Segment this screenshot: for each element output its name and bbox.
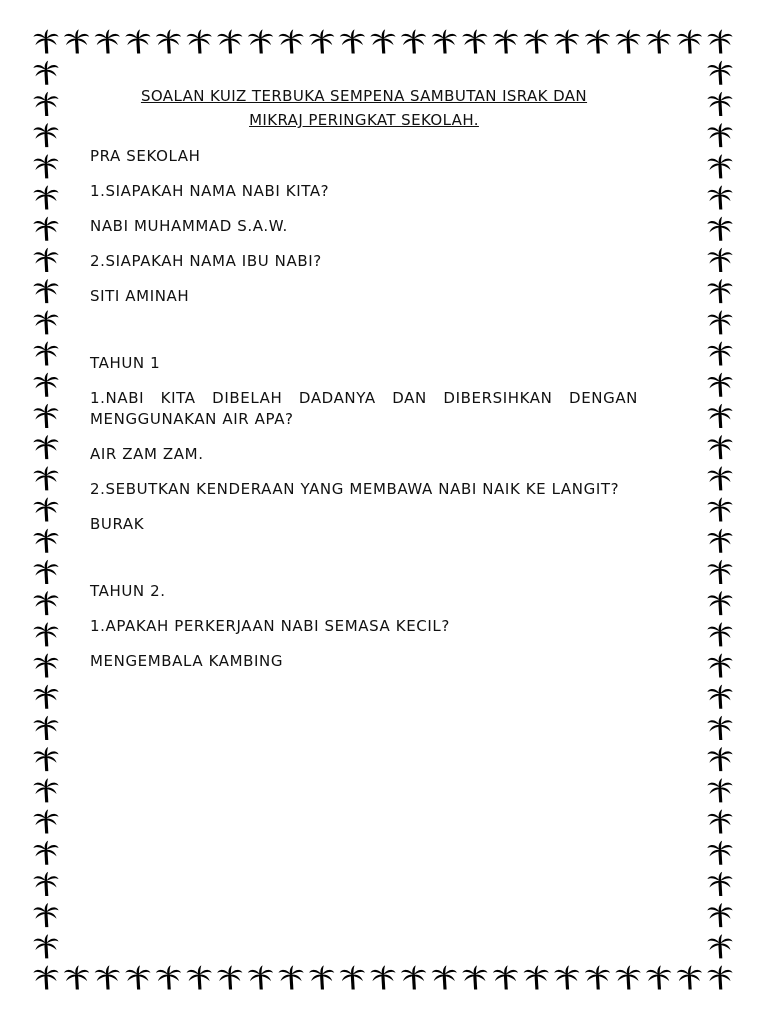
- palm-tree-icon: [493, 965, 518, 989]
- section-spacer: [90, 549, 638, 581]
- palm-tree-icon: [33, 310, 58, 334]
- answer-text: BURAK: [90, 515, 145, 533]
- palm-tree-icon: [125, 29, 150, 53]
- palm-tree-icon: [554, 965, 579, 989]
- palm-tree-icon: [707, 841, 732, 865]
- palm-tree-icon: [707, 123, 732, 147]
- palm-tree-icon: [33, 61, 58, 85]
- palm-tree-icon: [33, 435, 58, 459]
- palm-tree-icon: [462, 965, 487, 989]
- palm-tree-icon: [33, 934, 58, 958]
- palm-tree-icon: [33, 341, 58, 365]
- section-tahun-2: [90, 581, 638, 672]
- palm-tree-icon: [707, 248, 732, 272]
- palm-tree-icon: [33, 29, 58, 53]
- answer-text: NABI MUHAMMAD S.A.W.: [90, 217, 288, 235]
- palm-tree-icon: [279, 29, 304, 53]
- palm-tree-icon: [217, 29, 242, 53]
- palm-tree-icon: [248, 965, 273, 989]
- palm-tree-icon: [707, 653, 732, 677]
- palm-tree-icon: [462, 29, 487, 53]
- palm-tree-icon: [33, 622, 58, 646]
- palm-tree-icon: [95, 965, 120, 989]
- palm-tree-icon: [707, 217, 732, 241]
- palm-tree-icon: [524, 965, 549, 989]
- palm-tree-icon: [707, 747, 732, 771]
- palm-tree-icon: [33, 591, 58, 615]
- palm-tree-icon: [156, 29, 181, 53]
- question-text: 1.SIAPAKAH NAMA NABI KITA?: [90, 182, 330, 200]
- palm-tree-icon: [707, 466, 732, 490]
- document-title-line-2: MIKRAJ PERINGKAT SEKOLAH.: [249, 111, 479, 129]
- palm-tree-icon: [370, 29, 395, 53]
- palm-tree-icon: [33, 560, 58, 584]
- document-title: [90, 84, 638, 132]
- palm-tree-icon: [707, 279, 732, 303]
- palm-tree-icon: [33, 92, 58, 116]
- palm-tree-icon: [340, 965, 365, 989]
- question-text: 2.SEBUTKAN KENDERAAN YANG MEMBAWA NABI NAIK KE LANGIT?: [90, 480, 620, 498]
- palm-tree-icon: [707, 934, 732, 958]
- palm-tree-icon: [707, 716, 732, 740]
- answer-text: SITI AMINAH: [90, 287, 190, 305]
- palm-tree-icon: [493, 29, 518, 53]
- palm-tree-icon: [707, 529, 732, 553]
- palm-tree-icon: [432, 965, 457, 989]
- palm-tree-icon: [677, 29, 702, 53]
- palm-tree-icon: [33, 685, 58, 709]
- palm-tree-icon: [707, 154, 732, 178]
- palm-tree-icon: [33, 778, 58, 802]
- palm-tree-icon: [707, 341, 732, 365]
- section-heading: TAHUN 1: [90, 354, 161, 372]
- palm-tree-icon: [707, 404, 732, 428]
- palm-tree-icon: [707, 591, 732, 615]
- section-heading: PRA SEKOLAH: [90, 147, 201, 165]
- palm-tree-icon: [707, 92, 732, 116]
- palm-tree-icon: [585, 29, 610, 53]
- palm-tree-icon: [707, 685, 732, 709]
- palm-tree-icon: [33, 529, 58, 553]
- palm-tree-icon: [707, 310, 732, 334]
- palm-tree-icon: [125, 965, 150, 989]
- question-text: 1.APAKAH PERKERJAAN NABI SEMASA KECIL?: [90, 617, 450, 635]
- palm-tree-icon: [585, 965, 610, 989]
- palm-tree-icon: [707, 29, 732, 53]
- palm-tree-icon: [616, 29, 641, 53]
- palm-tree-icon: [554, 29, 579, 53]
- quiz-document: [90, 84, 638, 686]
- palm-tree-icon: [33, 123, 58, 147]
- palm-tree-icon: [33, 965, 58, 989]
- palm-tree-icon: [217, 965, 242, 989]
- palm-tree-icon: [187, 965, 212, 989]
- palm-tree-icon: [646, 965, 671, 989]
- palm-tree-icon: [33, 248, 58, 272]
- palm-tree-icon: [248, 29, 273, 53]
- palm-tree-icon: [707, 622, 732, 646]
- palm-tree-icon: [401, 29, 426, 53]
- section-heading: TAHUN 2.: [90, 582, 166, 600]
- palm-tree-icon: [616, 965, 641, 989]
- palm-tree-icon: [707, 497, 732, 521]
- section-pra-sekolah: [90, 146, 638, 307]
- palm-tree-icon: [33, 903, 58, 927]
- palm-tree-icon: [646, 29, 671, 53]
- palm-tree-icon: [677, 965, 702, 989]
- answer-text: AIR ZAM ZAM.: [90, 445, 204, 463]
- palm-tree-icon: [33, 653, 58, 677]
- palm-tree-icon: [309, 29, 334, 53]
- palm-tree-icon: [707, 185, 732, 209]
- palm-tree-icon: [707, 373, 732, 397]
- section-spacer: [90, 321, 638, 353]
- palm-tree-icon: [340, 29, 365, 53]
- palm-tree-icon: [309, 965, 334, 989]
- document-title-line-1: SOALAN KUIZ TERBUKA SEMPENA SAMBUTAN ISRAK DAN: [140, 87, 588, 105]
- palm-tree-icon: [707, 435, 732, 459]
- palm-tree-icon: [33, 872, 58, 896]
- palm-tree-icon: [707, 560, 732, 584]
- palm-tree-icon: [279, 965, 304, 989]
- palm-tree-icon: [64, 965, 89, 989]
- palm-tree-icon: [33, 154, 58, 178]
- palm-tree-icon: [707, 61, 732, 85]
- palm-tree-icon: [33, 185, 58, 209]
- palm-tree-icon: [33, 279, 58, 303]
- palm-tree-icon: [33, 841, 58, 865]
- palm-tree-icon: [33, 747, 58, 771]
- palm-tree-icon: [401, 965, 426, 989]
- question-text: 1.NABI KITA DIBELAH DADANYA DAN DIBERSIHKAN DENGAN MENGGUNAKAN AIR APA?: [90, 389, 638, 428]
- palm-tree-icon: [156, 965, 181, 989]
- palm-tree-icon: [707, 872, 732, 896]
- palm-tree-icon: [707, 965, 732, 989]
- palm-tree-icon: [524, 29, 549, 53]
- palm-tree-icon: [33, 716, 58, 740]
- palm-tree-icon: [95, 29, 120, 53]
- palm-tree-icon: [707, 903, 732, 927]
- palm-tree-icon: [370, 965, 395, 989]
- palm-tree-icon: [33, 466, 58, 490]
- question-text: 2.SIAPAKAH NAMA IBU NABI?: [90, 252, 322, 270]
- palm-tree-icon: [707, 778, 732, 802]
- palm-tree-icon: [187, 29, 212, 53]
- palm-tree-icon: [33, 497, 58, 521]
- palm-tree-icon: [432, 29, 457, 53]
- section-tahun-1: [90, 353, 638, 535]
- palm-tree-icon: [33, 217, 58, 241]
- palm-tree-icon: [64, 29, 89, 53]
- palm-tree-icon: [707, 809, 732, 833]
- answer-text: MENGEMBALA KAMBING: [90, 652, 284, 670]
- palm-tree-icon: [33, 809, 58, 833]
- palm-tree-icon: [33, 373, 58, 397]
- palm-tree-icon: [33, 404, 58, 428]
